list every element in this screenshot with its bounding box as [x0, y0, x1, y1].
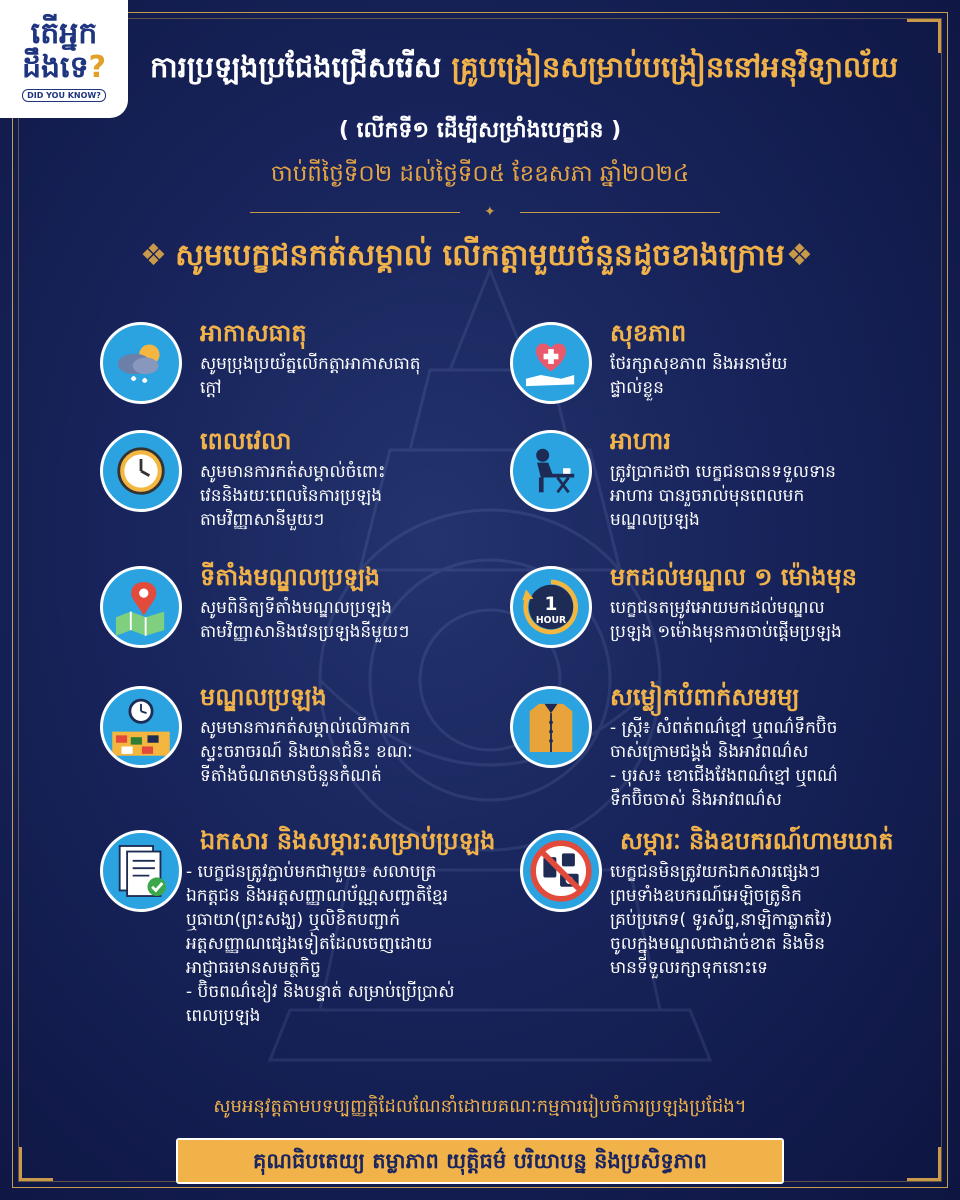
divider-line — [520, 212, 720, 213]
item-body — [610, 860, 832, 980]
logo-text — [22, 17, 106, 85]
item-line: ផ្ទាល់ខ្លួន — [610, 378, 664, 398]
item-line: ទីតាំងចំណតមានចំនួនកំណត់ — [200, 766, 382, 786]
divider-ornament-icon: ✦ — [484, 204, 496, 220]
logo-line2: ដឹងទេ — [21, 49, 89, 85]
item-line: អាជ្ញាធរមានសមត្ថកិច្ច — [186, 958, 321, 978]
section-heading: សូមបេក្ខជនកត់សម្គាល់ លើកត្តាមួយចំនួនដូចខាងក្រោម — [175, 238, 785, 273]
item-line: មានទីទួលរក្សាទុកនោះទេ — [610, 958, 768, 978]
item-body — [610, 596, 842, 644]
one-hour-icon — [510, 566, 592, 648]
health-heart-icon — [510, 322, 592, 404]
ornament-left-icon: ❖ — [140, 238, 167, 273]
item-line: សូមប្រុងប្រយ័ត្នលើកត្តាអាកាសធាតុ — [200, 354, 421, 374]
item-line: ចូលក្នុងមណ្ឌលជាដាច់ខាត និងមិន — [610, 934, 825, 954]
dining-person-icon — [510, 430, 592, 512]
item-line: មណ្ឌលប្រឡង — [610, 510, 700, 530]
item-line: បេក្ខជនតម្រូវអោយមកដល់មណ្ឌល — [610, 598, 825, 618]
page-subtitle: ( លើកទី១ ដើម្បីសម្រាំងបេក្ខជន ) — [338, 118, 622, 143]
item-body — [200, 716, 413, 788]
prohibited-devices-icon — [520, 830, 602, 912]
item-line: បេក្ខជនមិនត្រូវយកឯកសារផ្សេងៗ — [610, 862, 821, 882]
frame-corner — [907, 19, 941, 53]
item-line: ប្រឡង ១ម៉ោងមុនការចាប់ផ្តើមប្រឡង — [610, 622, 842, 642]
item-body — [186, 860, 454, 1028]
item-line: ត្រូវប្រាកដថា បេក្ខជនបានទទួលទាន — [610, 462, 836, 482]
item-line: អត្តសញ្ញាណផ្សេងទៀតដែលចេញដោយ — [186, 934, 433, 954]
exam-dates: ចាប់ពីថ្ងៃទី០២ ដល់ថ្ងៃទី០៥ ខែឧសភា ឆ្នាំ២០២៤ — [270, 161, 690, 187]
item-line: សូមមានការកត់សម្គាល់ចំពោះ — [200, 462, 386, 482]
item-line: សូមពិនិត្យទីតាំងមណ្ឌលប្រឡង — [200, 598, 392, 618]
item-line: - ស្ត្រី៖ សំពត់ពណ៌ខ្មៅ ឬពណ៌ទឹកប៊ិច — [610, 718, 838, 738]
item-line: ចាស់ក្រោមជង្គង់ និងអាវពណ៌ស — [610, 742, 809, 762]
item-line: - បុរស៖ ខោជើងវែងពណ៌ខ្មៅ ឬពណ៌ — [610, 766, 838, 786]
item-body — [200, 596, 409, 644]
item-line: គ្រប់ប្រភេទ( ទូរស័ព្ទ,នាឡិកាឆ្លាតវៃ) — [610, 910, 833, 930]
item-line: ទឹកប៊ិចចាស់ និងអាវពណ៌ស — [610, 790, 782, 810]
item-title: ទីតាំងមណ្ឌលប្រឡង — [200, 563, 380, 591]
item-line: - ប៊ិចពណ៌ខៀវ និងបន្ទាត់ សម្រាប់ប្រើប្រាស់ — [186, 982, 455, 1002]
traffic-time-icon — [100, 686, 182, 768]
item-title: អាកាសធាតុ — [200, 319, 307, 347]
item-title: មណ្ឌលប្រឡង — [200, 683, 327, 711]
logo-question-mark: ? — [88, 49, 107, 85]
did-you-know-logo — [0, 0, 128, 118]
frame-corner — [907, 1147, 941, 1181]
logo-line1: តើអ្នក — [30, 15, 98, 51]
item-body — [610, 716, 838, 812]
icon-hour-label: HOUR — [535, 614, 567, 626]
item-line: អាហារ បានរួចរាល់មុនពេលមក — [610, 486, 805, 506]
item-line: ពេលប្រឡង — [186, 1006, 261, 1026]
item-line: - បេក្ខជនត្រូវភ្ជាប់មកជាមួយ៖ សលាបត្រ — [186, 862, 437, 882]
weather-icon — [100, 322, 182, 404]
ornament-right-icon: ❖ — [786, 238, 813, 273]
shirt-icon — [510, 686, 592, 768]
map-pin-icon — [100, 566, 182, 648]
title-part1: ការប្រឡងប្រជែងជ្រើសរើស — [150, 50, 452, 84]
item-line: តាមវិញ្ញាសានិងវេនប្រឡងនីមួយៗ — [200, 622, 410, 642]
footer-note: សូមអនុវត្តតាមបទប្បញ្ញត្តិដែលណែនាំដោយគណៈកម្មការរៀបចំការប្រឡងប្រជែង។ — [213, 1096, 747, 1117]
logo-badge: DID YOU KNOW? — [22, 89, 106, 102]
document-check-icon — [100, 830, 182, 912]
item-line: ក្តៅ — [200, 378, 222, 398]
item-line: សូមមានការកត់សម្គាល់លើការកក — [200, 718, 411, 738]
item-line: តាមវិញ្ញាសានីមួយៗ — [200, 510, 325, 530]
item-body — [200, 352, 421, 400]
icon-number: 1 — [544, 593, 558, 615]
item-title: ពេលវេលា — [200, 427, 292, 455]
page-title — [150, 50, 940, 92]
motto-banner: គុណធិបតេយ្យ តម្លាភាព យុត្តិធម៌ បរិយាបន្ន និងប្រសិទ្ធភាព — [176, 1138, 784, 1184]
item-title: ឯកសារ និងសម្ភារៈសម្រាប់ប្រឡង — [200, 827, 496, 855]
item-body — [610, 352, 787, 400]
item-body — [200, 460, 386, 532]
item-line: ឬធាយា(ព្រះសង្ឃ) ឬលិខិតបញ្ជាក់ — [186, 910, 400, 930]
item-line: វេននិងរយៈពេលនៃការប្រឡង — [200, 486, 383, 506]
item-line: ព្រមទាំងឧបករណ៍អេឡិចត្រូនិក — [610, 886, 802, 906]
item-line: ថែរក្សាសុខភាព និងអនាម័យ — [610, 354, 788, 374]
item-title: អាហារ — [610, 427, 671, 455]
title-highlight: គ្រូបង្រៀនសម្រាប់បង្រៀននៅអនុវិទ្យាល័យ — [451, 50, 899, 84]
item-line: ស្ទះចរាចរណ៍ និងយានជំនិះ ខណៈ — [200, 742, 413, 762]
item-title: សម្ភារៈ និងឧបករណ៍ហាមឃាត់ — [620, 827, 894, 855]
item-title: សុខភាព — [610, 319, 687, 347]
clock-icon — [100, 430, 182, 512]
divider-line — [250, 212, 460, 213]
item-title: សម្លៀកបំពាក់សមរម្យ — [610, 683, 800, 711]
item-body — [610, 460, 836, 532]
item-line: ឯកត្តជន និងអត្តសញ្ញាណប័ណ្ណសញ្ជាតិខ្មែរ — [186, 886, 449, 906]
item-title: មកដល់មណ្ឌល ១ ម៉ោងមុន — [610, 563, 857, 591]
frame-corner — [19, 1147, 53, 1181]
